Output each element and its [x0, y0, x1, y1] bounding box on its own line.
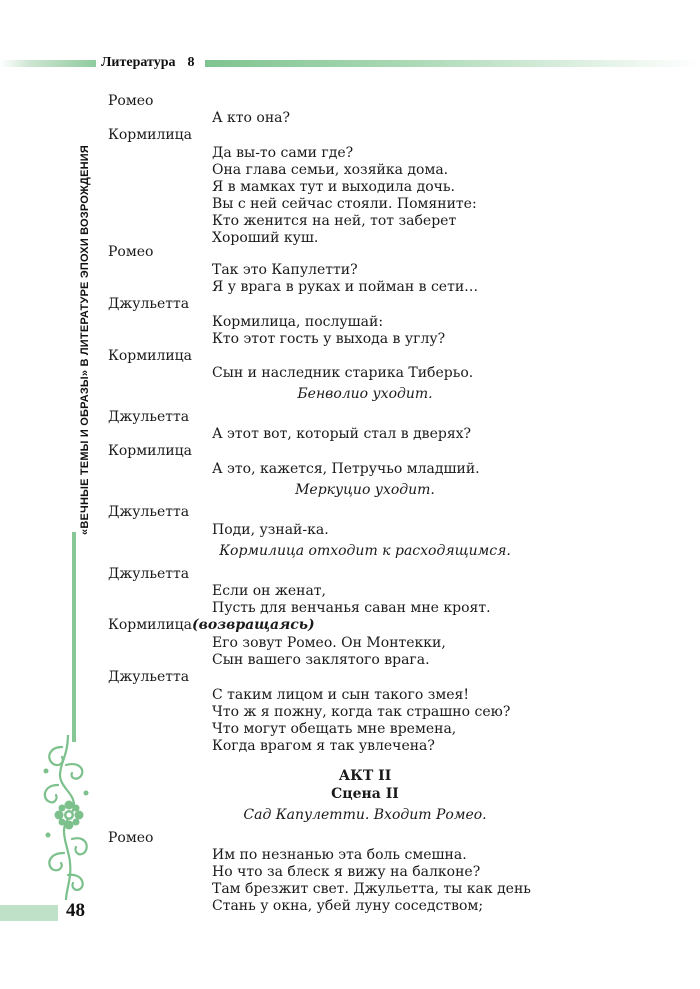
line: Кормилица, послушай:: [212, 314, 384, 330]
header-subject: Литература: [101, 55, 176, 70]
line: Но что за блеск я вижу на балконе?: [212, 864, 481, 880]
scene-heading: Сцена II: [331, 786, 399, 802]
line: Я у врага в руках и пойман в сети…: [212, 279, 479, 295]
line: Я в мамках тут и выходила дочь.: [212, 179, 455, 195]
speaker-nurse: Кормилица: [108, 443, 193, 459]
running-header: [101, 55, 195, 71]
line: С таким лицом и сын такого змея!: [212, 687, 469, 703]
header-bar-left: [0, 60, 96, 67]
side-green-line: [72, 532, 76, 742]
page-number: 48: [66, 900, 85, 921]
speaker-juliet: Джульетта: [108, 296, 190, 312]
stage-direction: Кормилица отходит к расходящимся.: [219, 543, 511, 559]
act-heading: АКТ II: [338, 768, 392, 784]
line: Там брезжит свет. Джульетта, ты как день: [212, 881, 531, 897]
line: Им по незнанью эта боль смешна.: [212, 847, 467, 863]
line: Если он женат,: [212, 583, 326, 599]
speaker-juliet: Джульетта: [108, 504, 190, 520]
line: Хороший куш.: [212, 230, 319, 246]
line: Да вы-то сами где?: [212, 145, 354, 161]
line: А это, кажется, Петручьо младший.: [212, 461, 480, 477]
stage-direction: Меркуцио уходит.: [295, 482, 435, 498]
line: А кто она?: [212, 110, 291, 126]
speaker-nurse: Кормилица: [108, 127, 193, 143]
line: Когда врагом я так увлечена?: [212, 738, 435, 754]
stage-direction: Бенволио уходит.: [297, 386, 433, 402]
line: Сын и наследник старика Тиберьо.: [212, 365, 474, 381]
line: Она глава семьи, хозяйка дома.: [212, 162, 449, 178]
line: Что ж я пожну, когда так страшно сею?: [212, 704, 511, 720]
speaker-juliet: Джульетта: [108, 669, 190, 685]
line: А этот вот, который стал в дверях?: [212, 426, 472, 442]
speaker-juliet: Джульетта: [108, 566, 190, 582]
speaker-nurse: Кормилица: [108, 617, 193, 633]
speaker-remark: (возвращаясь): [192, 617, 315, 633]
side-chapter-title: «ВЕЧНЫЕ ТЕМЫ И ОБРАЗЫ» В ЛИТЕРАТУРЕ ЭПОХИ ВОЗРОЖДЕНИЯ: [79, 145, 91, 535]
header-grade: 8: [187, 55, 195, 70]
line: Сын вашего заклятого врага.: [212, 652, 430, 668]
line: Поди, узнай-ка.: [212, 522, 329, 538]
speaker-nurse-with-remark: [108, 616, 315, 634]
line: Пусть для венчанья саван мне кроят.: [212, 600, 491, 616]
stage-direction: Сад Капулетти. Входит Ромео.: [243, 807, 487, 823]
footer-green-bar: [0, 905, 58, 921]
line: Кто женится на ней, тот заберет: [212, 213, 457, 229]
speaker-nurse: Кормилица: [108, 348, 193, 364]
line: Его зовут Ромео. Он Монтекки,: [212, 635, 446, 651]
line: Вы с ней сейчас стояли. Помяните:: [212, 196, 477, 212]
header-bar-right: [205, 60, 700, 67]
line: Кто этот гость у выхода в углу?: [212, 331, 446, 347]
speaker-juliet: Джульетта: [108, 409, 190, 425]
speaker-romeo: Ромео: [108, 244, 154, 260]
speaker-romeo: Ромео: [108, 93, 154, 109]
line: Так это Капулетти?: [212, 262, 358, 278]
line: Стань у окна, убей луну соседством;: [212, 898, 484, 914]
floral-ornament-icon: [38, 735, 98, 900]
speaker-romeo: Ромео: [108, 830, 154, 846]
line: Что могут обещать мне времена,: [212, 721, 457, 737]
